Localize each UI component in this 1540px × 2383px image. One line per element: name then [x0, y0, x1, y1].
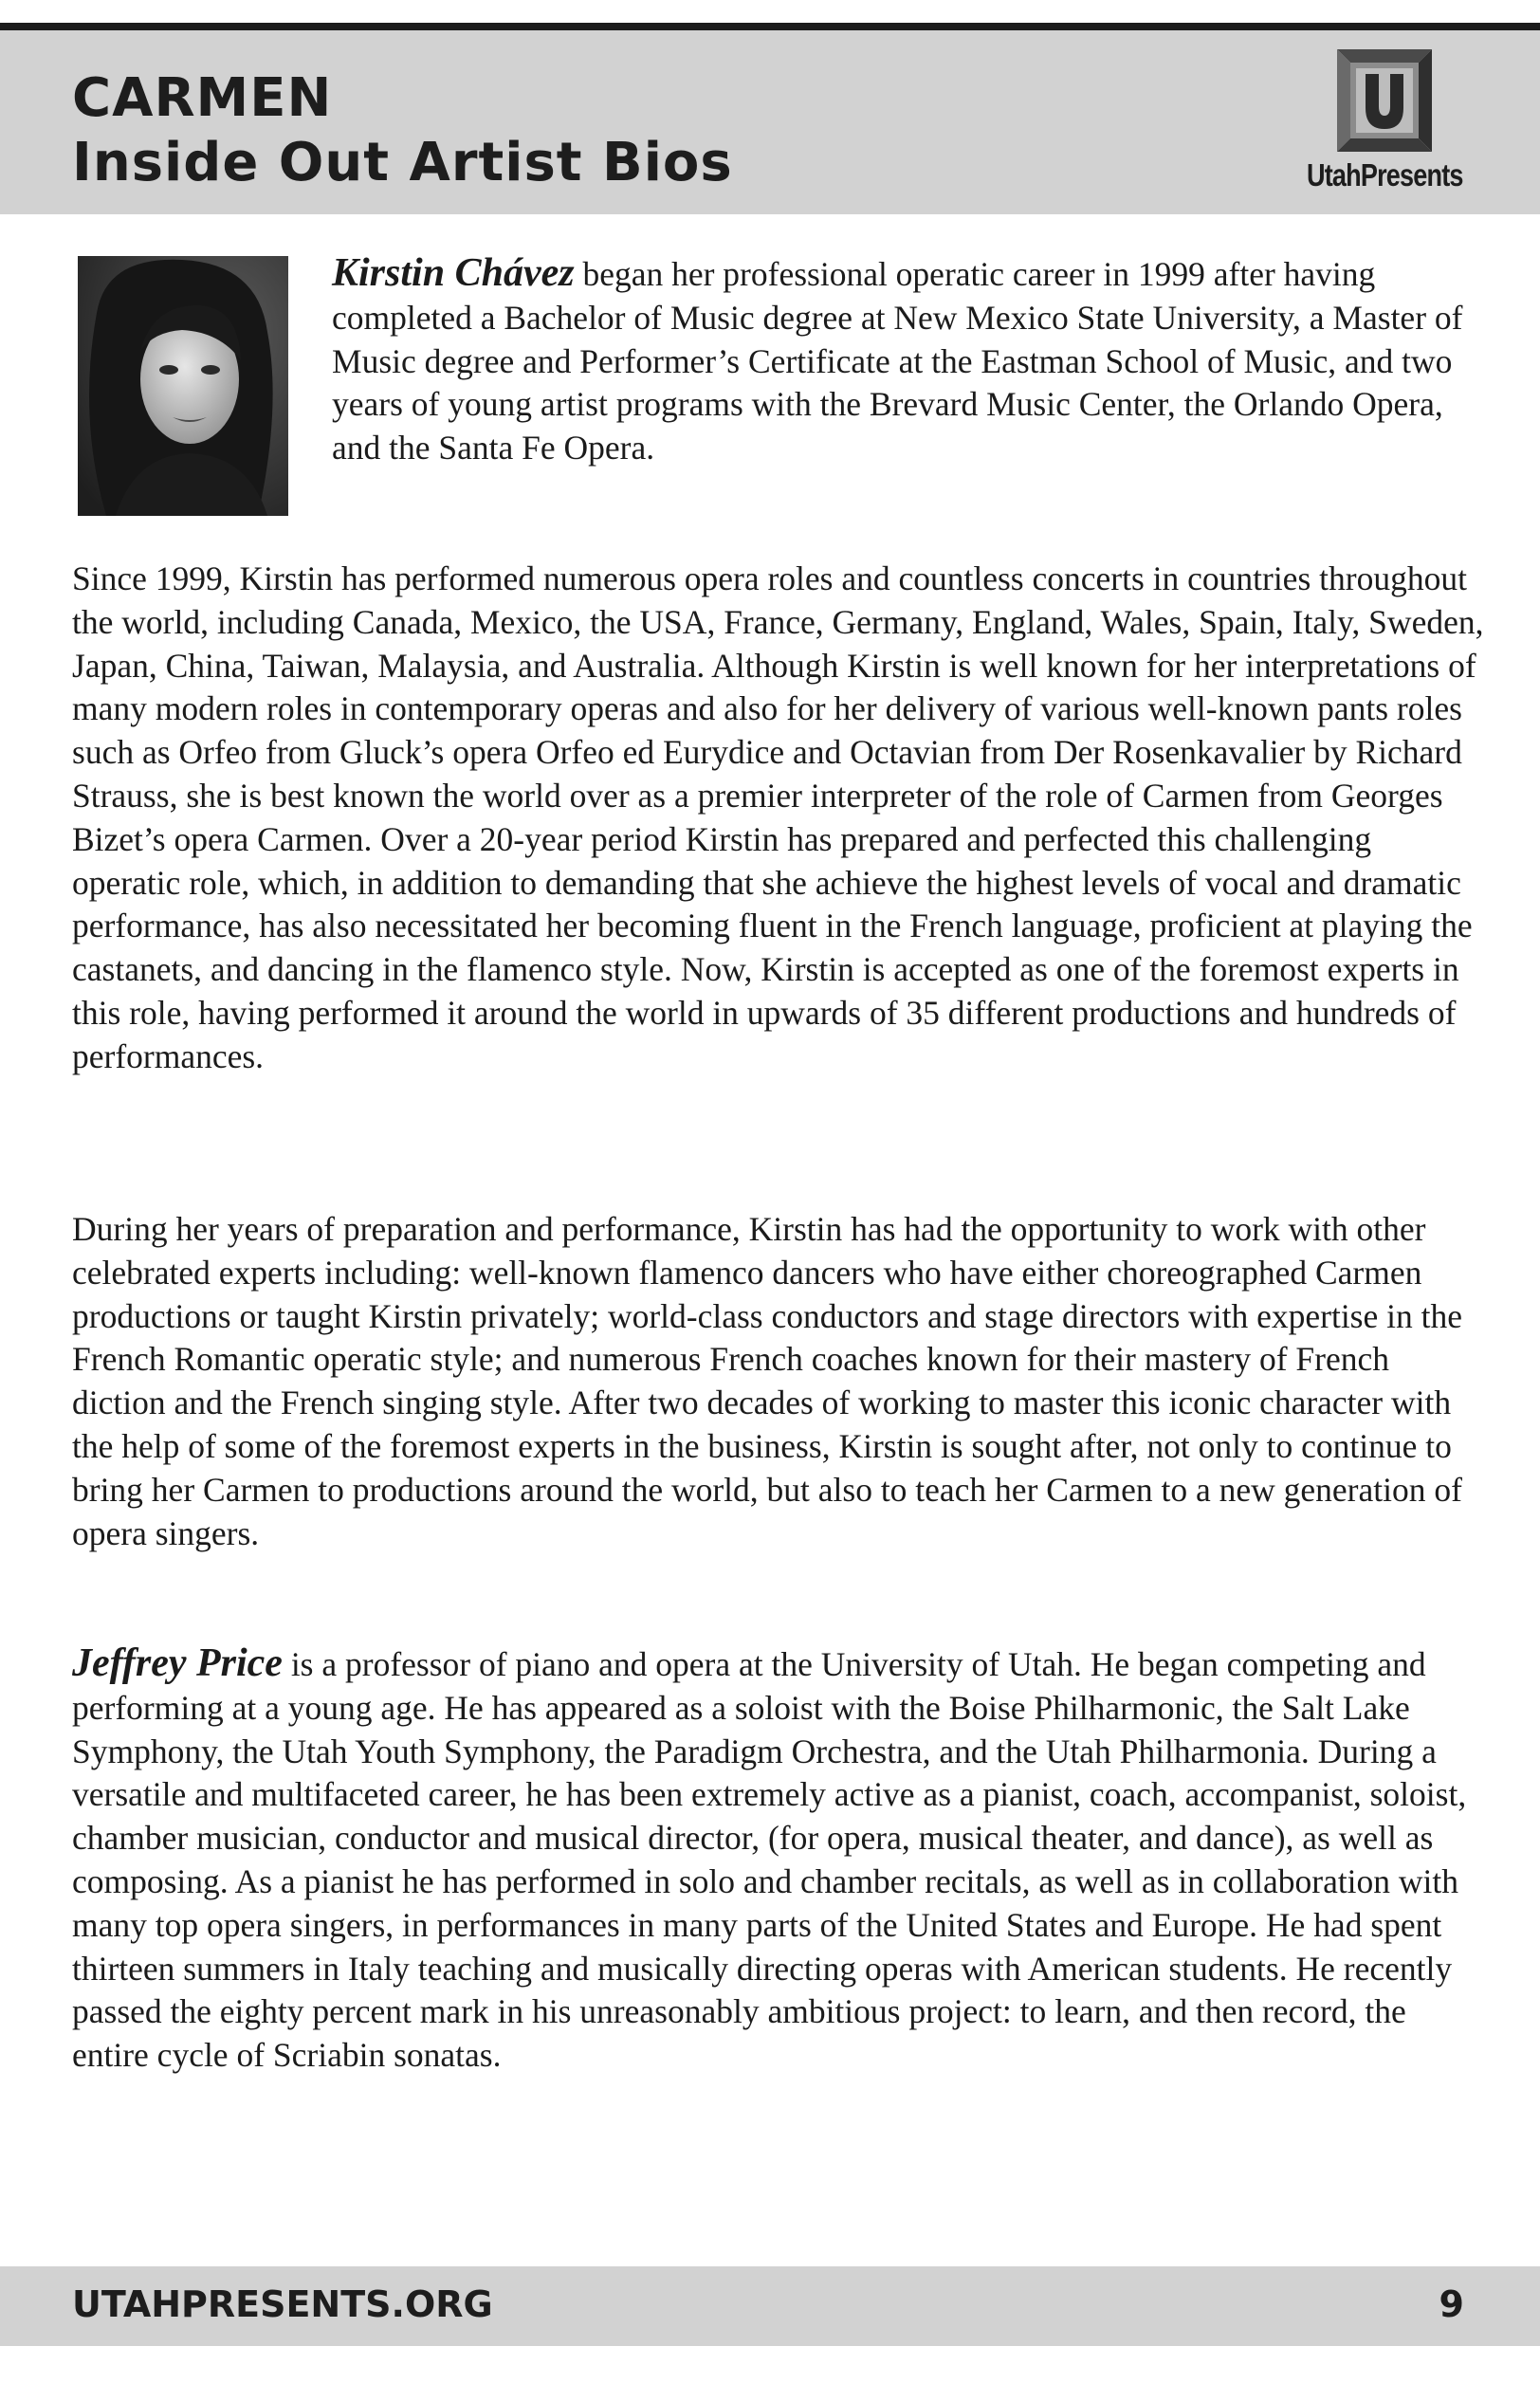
- jeffrey-price-name: Jeffrey Price: [72, 1641, 283, 1685]
- page-title: [72, 66, 733, 195]
- kirstin-chavez-intro: [332, 252, 1498, 470]
- top-rule: [0, 23, 1540, 30]
- kirstin-chavez-intro-text: began her professional operatic career in 1999 after having completed a Bachelor of Music degree at New Mexico State University, a Master of Music degree and Performer’s Certificate at the Eastman School of Music, and two years of young artist programs with the Brevard Music Center, the Orlando Opera, and the Santa Fe Opera.: [332, 255, 1463, 467]
- title-line-1: CARMEN: [72, 67, 333, 129]
- title-line-2: Inside Out Artist Bios: [72, 132, 733, 193]
- portrait-photo: [78, 256, 288, 516]
- page-header: [0, 30, 1540, 214]
- footer-website: UTAHPRESENTS.ORG: [72, 2283, 493, 2325]
- portrait-icon: [78, 256, 288, 516]
- kirstin-chavez-name: Kirstin Chávez: [332, 251, 575, 295]
- jeffrey-price-bio-text: is a professor of piano and opera at the University of Utah. He began competing and performing at a young age. He has appeared as a soloist with the Boise Philharmonic, the Salt Lake Symphony, the Utah Youth Symphony, the Paradigm Orchestra, and the Utah Philharmonia. During a versatile and multifaceted career, he has been extremely active as a pianist, coach, accompanist, soloist, chamber musician, conductor and musical director, (for opera, musical theater, and dance), as well as composing. As a pianist he has performed in solo and chamber recitals, as well as in collaboration with many top opera singers, in performances in many parts of the United States and Europe. He had spent thirteen summers in Italy teaching and musically directing operas with American students. He recently passed the eighty percent mark in his unreasonably ambitious project: to learn, and then record, the entire cycle of Scriabin sonatas.: [72, 1645, 1467, 2075]
- page-number: 9: [1439, 2283, 1464, 2325]
- page-footer: [0, 2266, 1540, 2346]
- block-u-logo-icon: [1337, 49, 1432, 152]
- kirstin-chavez-paragraph-2: Since 1999, Kirstin has performed numerous opera roles and countless concerts in countries throughout the world, including Canada, Mexico, the USA, France, Germany, England, Wales, Spain, Italy, Sweden, Japan, China, Taiwan, Malaysia, and Australia. Although Kirstin is well known for her interpretations of many modern roles in contemporary operas and also for her delivery of various well-known pants roles such as Orfeo from Gluck’s opera Orfeo ed Eurydice and Octavian from Der Rosenkavalier by Richard Strauss, she is best known the world over as a premier interpreter of the role of Carmen from Georges Bizet’s opera Carmen. Over a 20-year period Kirstin has prepared and perfected this challenging operatic role, which, in addition to demanding that she achieve the highest levels of vocal and dramatic performance, has also necessitated her becoming fluent in the French language, proficient at playing the castanets, and dancing in the flamenco style. Now, Kirstin is accepted as one of the foremost experts in this role, having performed it around the world in upwards of 35 different productions and hundreds of performances.: [72, 559, 1484, 1075]
- utah-presents-logo: [1290, 49, 1479, 211]
- kirstin-chavez-paragraph-3: During her years of preparation and performance, Kirstin has had the opportunity to work with other celebrated experts including: well-known flamenco dancers who have either choreographed Carmen productions or taught Kirstin privately; world-class conductors and stage directors with expertise in the French Romantic operatic style; and numerous French coaches known for their mastery of French diction and the French singing style. After two decades of working to master this iconic character with the help of some of the foremost experts in the business, Kirstin is sought after, not only to continue to bring her Carmen to productions around the world, but also to teach her Carmen to a new generation of opera singers.: [72, 1210, 1462, 1552]
- logo-text: UtahPresents: [1307, 157, 1463, 192]
- jeffrey-price-bio: [72, 1642, 1485, 2078]
